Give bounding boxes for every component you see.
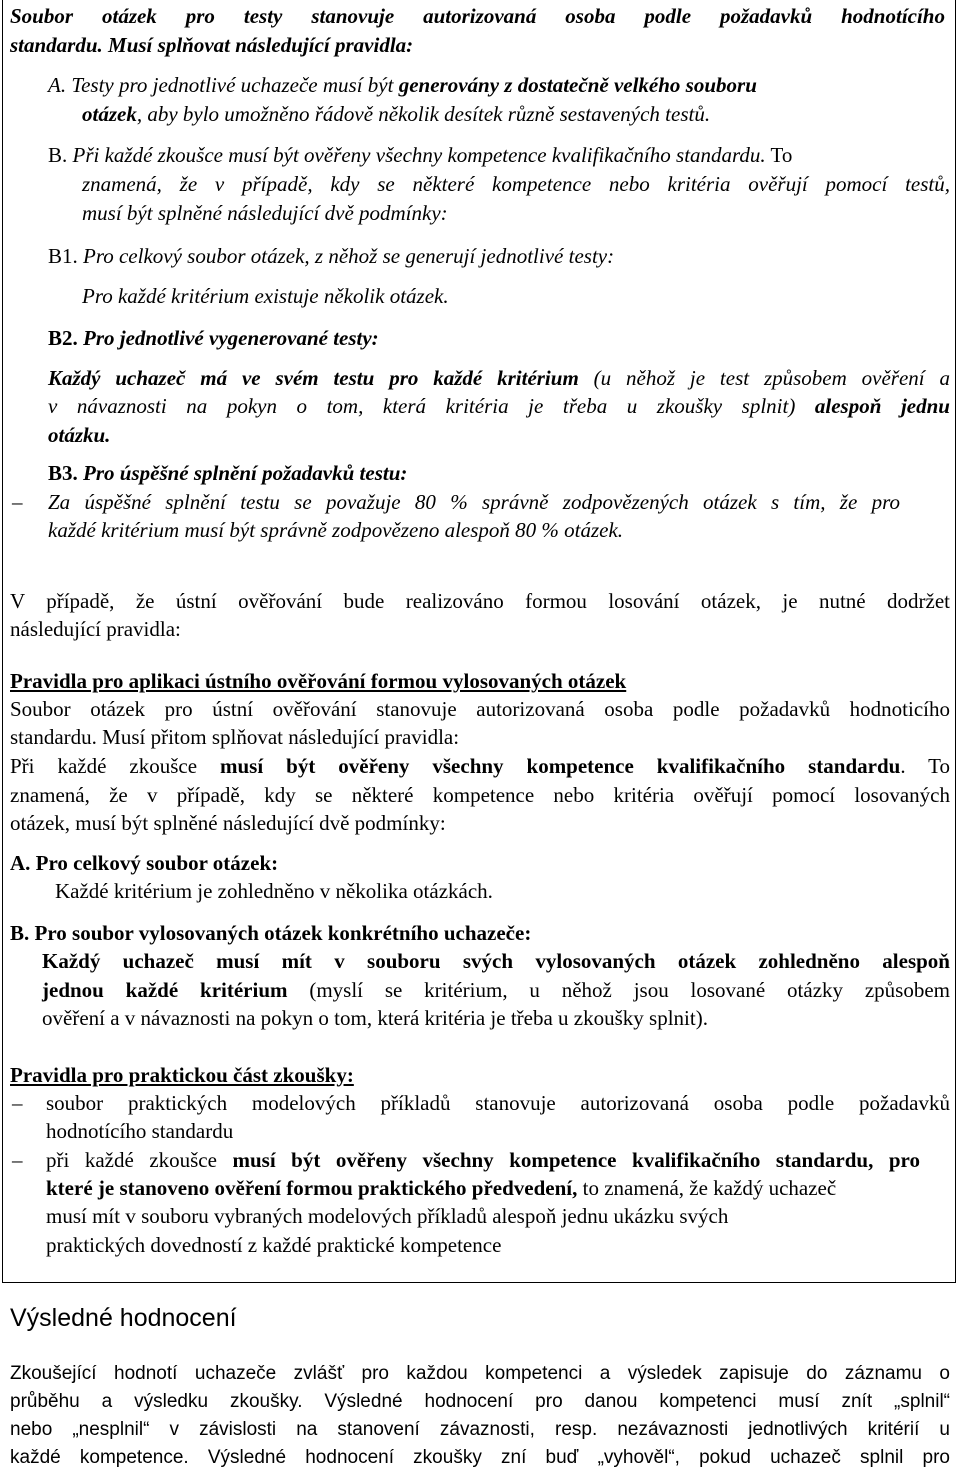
rule-b-marker: B. [48,143,68,167]
oral-rules-line2: standardu. Musí přitom splňovat následující pravidla: [10,725,460,749]
rule-a-line2 [82,100,710,128]
practical-item2-bold2: které je stanoveno ověření formou praktického předvedení, [46,1176,578,1200]
rule-a-rest: , aby bylo umožněno řádově několik desítek různě sestavených testů. [136,102,711,126]
rule-b2-text: Pro jednotlivé vygenerované testy: [77,326,379,350]
rule-b2-body-line1 [48,364,950,392]
final-evaluation-heading: Výsledné hodnocení [10,1304,237,1332]
practical-item2-line4: praktických dovedností z každé praktické kompetence [46,1233,502,1257]
rule-b-tail: To [765,143,793,167]
oral-a-text: Každé kritérium je zohledněno v několika otázkách. [55,879,493,903]
final-evaluation-line1: Zkoušející hodnotí uchazeče zvlášť pro každou kompetenci a výsledek zapisuje do záznamu o [10,1363,950,1384]
practical-item1-line2: hodnotícího standardu [46,1119,234,1143]
rule-b3-marker: B3. [48,461,78,485]
oral-b-heading: B. Pro soubor vylosovaných otázek konkrétního uchazeče: [10,921,532,945]
oral-rules-heading: Pravidla pro aplikaci ústního ověřování formou vylosovaných otázek [10,669,627,693]
rule-b2-body-line2 [48,392,950,420]
oral-rules-line5: otázek, musí být splněné následující dvě podmínky: [10,811,446,835]
rule-b3-line [48,459,407,487]
final-evaluation-line2: průběhu a výsledku zkoušky. Výsledné hodnocení pro danou kompetenci musí znít „splnil“ [10,1391,950,1412]
rule-b-line3: musí být splněné následující dvě podmínky: [82,201,448,225]
rule-b3-text: Pro úspěšné splnění požadavků testu: [77,461,408,485]
oral-rules-line3 [10,752,950,780]
rule-b-line2: znamená, že v případě, kdy se některé kompetence nebo kritéria ověřují pomocí testů, [82,172,950,196]
rule-b1-text: Pro celkový soubor otázek, z něhož se generují jednotlivé testy: [77,244,615,268]
rule-b1-line [48,242,614,270]
rule-a-bold2: otázek [82,102,137,126]
oral-rules-tail: . To [900,754,951,778]
rule-b3-item-line2: každé kritérium musí být správně zodpovězeno alespoň 80 % otázek. [48,518,624,542]
rule-b3-item-line1: Za úspěšné splnění testu se považuje 80 % správně zodpovězených otázek s tím, že pro [48,490,900,514]
rule-b2-pre: v návaznosti na pokyn o tom, která kritéria je třeba u zkoušky splnit) [48,394,815,418]
rule-b2-bold: Každý uchazeč má ve svém testu pro každé kritérium [48,366,579,390]
oral-a-heading: A. Pro celkový soubor otázek: [10,851,279,875]
rule-b2-line [48,324,379,352]
oral-rules-line4: znamená, že v případě, kdy se některé kompetence nebo kritéria ověřují pomocí losovaných [10,783,950,807]
rule-b1-subline: Pro každé kritérium existuje několik otázek. [82,284,449,308]
rule-a-bold: generovány z dostatečně velkého souboru [398,73,757,97]
practical-item2-rest: to znamená, že každý uchazeč [577,1176,837,1200]
rule-b2-body-line3: otázku. [48,423,111,447]
final-evaluation-line3: nebo „nesplnil“ v závislosti na stanovení závaznosti, resp. nezávaznosti jednotlivých kritérií u [10,1419,950,1440]
oral-b-line3: ověření a v návaznosti na pokyn o tom, která kritéria je třeba u zkoušky splnit). [42,1006,708,1030]
rule-b2-bold2: alespoň jednu [814,394,950,418]
practical-dash-1: – [12,1091,23,1115]
rule-a-line1 [48,71,950,99]
rule-b2-rest: (u něhož je test způsobem ověření a [578,366,951,390]
rule-b2-marker: B2. [48,326,78,350]
rule-b-line1 [48,141,792,169]
rule-a-text: Testy pro jednotlivé uchazeče musí být [71,73,399,97]
rule-b3-dash: – [12,490,23,514]
practical-item2-line1 [46,1146,920,1174]
practical-item2-pre: při každé zkoušce [46,1148,233,1172]
rule-a-marker: A. [48,73,67,97]
practical-item2-line3: musí mít v souboru vybraných modelových příkladů alespoň jednu ukázku svých [46,1204,729,1228]
practical-item2-line2 [46,1174,836,1202]
oral-rules-pre: Při každé zkoušce [10,754,220,778]
oral-intro-line2: následující pravidla: [10,617,181,641]
oral-b-line2 [42,976,950,1004]
final-evaluation-line4: každé kompetence. Výsledné hodnocení zkoušky zní buď „vyhověl“, pokud uchazeč splnil pro [10,1447,950,1468]
oral-b-line1: Každý uchazeč musí mít v souboru svých vylosovaných otázek zohledněno alespoň [42,949,950,973]
oral-b-rest: (myslí se kritérium, u něhož jsou losované otázky způsobem [287,978,950,1002]
test-rules-intro-line2: standardu. Musí splňovat následující pravidla: [10,33,414,57]
rule-b1-marker: B1. [48,244,78,268]
practical-item1-line1: soubor praktických modelových příkladů stanovuje autorizovaná osoba podle požadavků [46,1091,950,1115]
practical-heading: Pravidla pro praktickou část zkoušky: [10,1063,354,1087]
oral-rules-line1: Soubor otázek pro ústní ověřování stanovuje autorizovaná osoba podle požadavků hodnoticího [10,697,950,721]
test-rules-intro-line1: Soubor otázek pro testy stanovuje autorizovaná osoba podle požadavků hodnotícího [10,4,945,28]
oral-rules-bold: musí být ověřeny všechny kompetence kvalifikačního standardu [220,754,901,778]
practical-dash-2: – [12,1148,23,1172]
rule-b-italic: Při každé zkoušce musí být ověřeny všechny kompetence kvalifikačního standardu. [72,143,766,167]
oral-intro-line1: V případě, že ústní ověřování bude realizováno formou losování otázek, je nutné dodržet [10,589,950,613]
oral-b-bold: jednou každé kritérium [42,978,288,1002]
practical-item2-bold: musí být ověřeny všechny kompetence kvalifikačního standardu, pro [232,1148,920,1172]
